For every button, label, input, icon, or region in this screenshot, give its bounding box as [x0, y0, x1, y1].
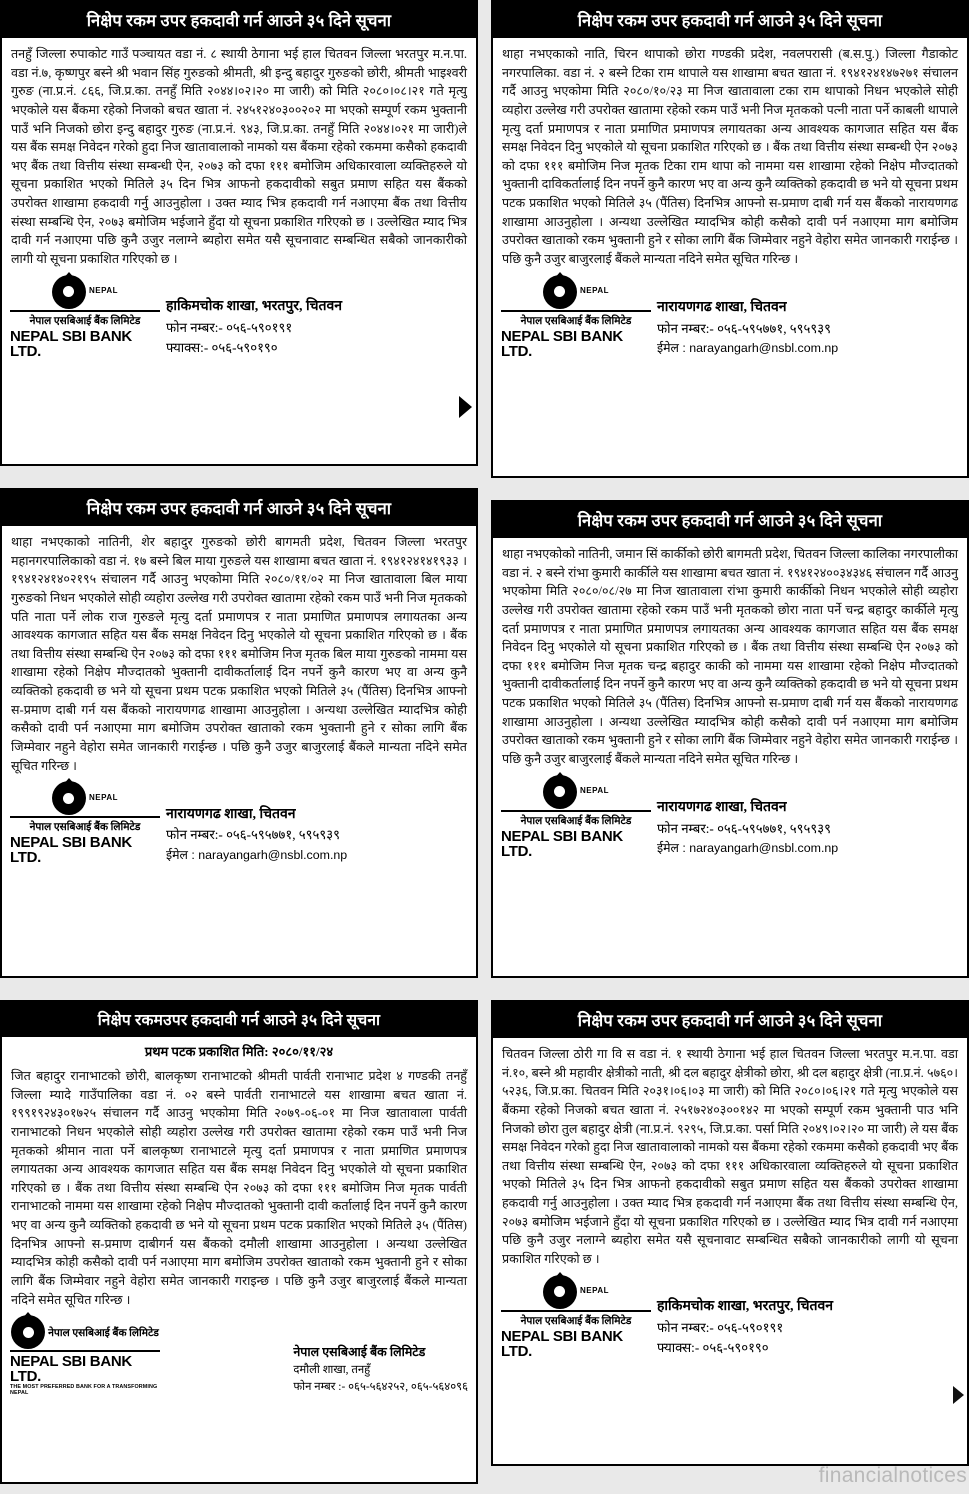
bank-name-en: NEPAL SBI BANK LTD. — [10, 834, 132, 867]
branch-name: हाकिमचोक शाखा, भरतपुर, चितवन — [657, 1298, 834, 1314]
pointer-triangle-icon — [953, 1386, 964, 1404]
notice-card-1 — [0, 0, 478, 466]
bank-emblem-icon — [543, 275, 577, 309]
bank-logo — [10, 1315, 160, 1396]
branch-contact — [657, 297, 957, 358]
branch-phone: फोन नम्बर :- ०६५-५६४२५२, ०६५-५६४०९६ — [293, 1381, 468, 1394]
bank-name-np: नेपाल एसबिआई बैंक लिमिटेड — [520, 315, 632, 327]
bank-logo — [10, 781, 160, 865]
emblem-label: NEPAL — [579, 1286, 610, 1296]
logo-emblem-group — [543, 275, 609, 309]
notice-body: थाहा नभएकोको नातिनी, जमान सिं कार्कीको छोरी बागमती प्रदेश, चितवन जिल्ला कालिका नगरपालीका वडा नं. २ बस्ने रांभा कुमारी कार्कीले यस शाखामा बचत खाता नं. १९४१२४००३४३४६ संचालन गर्दै आउनु भएकोमा मिति २०८०/०८/२७ मा निज खातावाला रांभा कुमारी कार्कीको निधन भएकोले सोही व्यहोरा उल्लेख गरी उपरोक्त खातामा रहेको रकम पाउँ भनी मृतकको छोरा नाता पर्ने चन्द्र बहादुर कार्कीले मृत्यु दर्ता प्रमाणपत्र र नाता प्रमाणित प्रमाणपत्र लगायतका अन्य आवश्यक कागजात सहित यस बैंक समक्ष निवेदन दिनु भएकोले यो सूचना प्रकाशित गरिएको छ । बैंक तथा वित्तीय संस्था सम्बन्धि ऐन २०७३ को दफा १११ बमोजिम निज मृतक चन्द्र बहादुर काकी को नाममा यस शाखामा रहेको निक्षेप मौज्दातको भुक्तानी दावीकर्तालाई दिन नपर्ने कुनै कारण भए वा अन्य कुनै व्यक्तिको हकदावी छ भने यो सूचना प्रथम पटक प्रकाशित भएको मितिले ३५ (पैंतिस) दिनभित्र आफ्नो स-प्रमाण दाबी गर्न यस बैंकको नारायणगढ शाखामा आउनुहोला । अन्यथा उल्लेखित म्यादभित्र कोही कसैको दावी पर्न नआएमा माग बमोजिम उपरोक्त खाताको रकम भुक्तानी हुने र सोका लागि बैंक जिम्मेवार नहुने वेहोरा समेत जानकारी गराईन्छ । पछि कुनै उजुर बाजुरलाई बैंकले मान्यता नदिने समेत सूचित गरिन्छ । — [502, 547, 958, 766]
branch-name: हाकिमचोक शाखा, भरतपुर, चितवन — [166, 298, 343, 314]
bank-emblem-icon — [543, 775, 577, 809]
branch-contact — [657, 1296, 957, 1359]
bank-name-np-right: नेपाल एसबिआई बैंक लिमिटेड — [293, 1345, 426, 1360]
notice-card-6 — [491, 1000, 969, 1466]
notice-card-3 — [0, 488, 478, 978]
pointer-triangle-icon — [459, 396, 472, 418]
emblem-label: NEPAL — [579, 786, 610, 796]
bank-name-np: नेपाल एसबिआई बैंक लिमिटेड — [48, 1327, 159, 1339]
bank-name-en: NEPAL SBI BANK LTD. — [501, 827, 623, 860]
branch-phone: फोन नम्बर:- ०५६-५९५७७१, ५९५९३९ — [166, 827, 340, 843]
branch-email: ईमेल : narayangarh@nsbl.com.np — [166, 847, 348, 862]
right-column — [491, 0, 969, 1476]
notice-footer — [2, 1311, 476, 1404]
notice-body: जित बहादुर रानाभाटको छोरी, बालकृष्ण रानाभाटको श्रीमती पार्वती रानाभाट प्रदेश ४ गण्डकी तनहुँ जिल्ला म्यादे गाउँपालिका वडा नं. ०२ बस्ने पार्वती रानाभाटले यस शाखामा बचत खाता नं. १९९१९२४३०१७२५ संचालन गर्दै आउनु भएकोमा मिति २०७९-०६-०१ मा निज खातावाला पार्वती रानाभाटको निधन भएकोले सोही व्यहोरा उल्लेख गरी उपरोक्त खातामा रहेको रकम पाउँ भनी निज मृतकको श्रीमान नाता पर्ने बालकृष्ण रानाभाटले मृत्यु दर्ता प्रमाणपत्र र नाता प्रमाणित प्रमाणपत्र लगायतका अन्य आवश्यक कागजात सहित यस बैंक समक्ष निवेदन दिनु भएकोले यो सूचना प्रकाशित गरिएको छ । बैंक तथा वित्तीय संस्था सम्बन्धि ऐन २०७३ को दफा १११ बमोजिम निज मृतक पार्वती रानाभाटको नाममा यस शाखामा रहेको निक्षेप मौज्दातको भुक्तानी दावी कर्तालाई दिन नपर्ने कुनै कारण भए वा अन्य कुनै व्यक्तिको हकदावी छ भने यो सूचना प्रथम पटक प्रकाशित भएको मितिले ३५ (पैंतिस) दिनभित्र आफ्नो स-प्रमाण दाबीगर्न यस बैंकको दमौली शाखामा आउनुहोला । अन्यथा उल्लेखित म्यादभित्र कोही कसैको दावी पर्न नआएमा माग बमोजिम उपरोक्त खाताको रकम भुक्तानी हुने र सोका लागि बैंक जिम्मेवार नहुने वेहोरा समेत जानकारी गराइन्छ । पछि कुनै उजुर बाजुरलाई बैंकले मान्यता नदिने समेत सूचित गरिन्छ । — [11, 1069, 467, 1307]
notice-title: निक्षेप रकम उपर हकदावी गर्न आउने ३५ दिने सूचना — [493, 502, 967, 538]
notice-title: निक्षेप रकम उपर हकदावी गर्न आउने ३५ दिने सूचना — [493, 2, 967, 38]
notice-body: थाहा नभएकाको नातिनी, शेर बहादुर गुरुङको छोरी बागमती प्रदेश, चितवन जिल्ला भरतपुर महानगरपालिकाको वडा नं. १७ बस्ने बिल माया गुरुङले यस शाखामा बचत खाता नं. १९४१२४१४१९३३ ।१९४१२४१४०२१९५ संचालन गर्दै आउनु भएकोमा मिति २०८०/११/०२ मा निज खातावाला बिल माया गुरुङको निधन भएकोले सोही व्यहोरा उल्लेख गरी उपरोक्त खातामा रहेको रकम पाउँ भनी निज मृतकको पति नाता पर्ने लोक राज गुरुङले मृत्यु दर्ता प्रमाणपत्र र नाता प्रमाणित प्रमाणपत्र लगायतका अन्य आवश्यक कागजात सहित यस बैंक समक्ष निवेदन दिनु भएकोले यो सूचना प्रकाशित गरिएको छ । बैंक तथा वित्तीय संस्था सम्बन्धि ऐन २०७३ को दफा १११ बमोजिम निज मृतक बिल माया गुरुङको नाममा यस शाखामा रहेको निक्षेप मौज्दातको भुक्तानी दावीकर्तालाई दिन नपर्ने कुनै कारण भए वा अन्य कुनै व्यक्तिको हकदावी छ भने यो सूचना प्रथम पटक प्रकाशित भएको मितिले ३५ (पैंतिस) दिनभित्र आफ्नो स-प्रमाण दाबी गर्न यस बैंकको नारायणगढ शाखामा आउनुहोला । अन्यथा उल्लेखित म्यादभित्र कोही कसैको दावी पर्न नआएमा माग बमोजिम उपरोक्त खाताको रकम भुक्तानी हुने र सोका लागि बैंक जिम्मेवार नहुने वेहोरा समेत जानकारी गराईन्छ । पछि कुनै उजुर बाजुरलाई बैंकले मान्यता नदिने समेत सूचित गरिन्छ । — [11, 535, 467, 773]
emblem-label: NEPAL — [579, 286, 610, 296]
branch-contact — [293, 1343, 468, 1396]
notice-title: निक्षेप रकमउपर हकदावी गर्न आउने ३५ दिने सूचना — [2, 1002, 476, 1037]
notice-footer — [493, 271, 967, 367]
notice-body: थाहा नभएकाको नाति, चिरन थापाको छोरा गण्डकी प्रदेश, नवलपरासी (ब.स.पु.) जिल्ला गैडाकोट नगरपालिका. वडा नं. २ बस्ने टिका राम थापाले यस शाखामा बचत खाता नं. १९४१२४१४७२७१ संचालन गर्दै आउनु भएकोमा मिति २०८०/१०/२३ मा निज खातावाला टका राम थापाको निधन भएकोले सोही व्यहोरा उल्लेख गरी उपरोक्त खातामा रहेको रकम पाउँ भनी निज मृतकको पत्नी नाता पर्ने काबली थापाले मृत्यु दर्ता प्रमाणपत्र र नाता प्रमाणित प्रमाणपत्र लगायतका अन्य आवश्यक कागजात सहित यस बैंक समक्ष निवेदन दिनु भएकोले यो सूचना प्रकाशित गरिएको छ । बैंक तथा वित्तीय संस्था सम्बन्धी ऐन २०७३ को दफा १११ बमोजिम निज मृतक टिका राम थापा को नाममा यस शाखामा रहेको निक्षेप मौज्दातको भुक्तानी दाविकर्तालाई दिन नपर्ने कुनै कारण भए वा अन्य कुनै व्यक्तिको हकदावी छ भने यो सूचना प्रथम पटक प्रकाशित भएको मितिले ३५ (पैंतिस) दिनभित्र आफ्नो स-प्रमाण दाबी गर्न यस बैंकको नारायणगढ शाखामा आउनुहोला । अन्यथा उल्लेखित म्यादभित्र कोही कसैको दावी पर्न नआएमा माग बमोजिम उपरोक्त खाताको रकम भुक्तानी हुने र सोका लागि बैंक जिम्मेवार नहुने वेहोरा समेत जानकारी गराईन्छ । पछि कुनै उजुर बाजुरलाई बैंकले मान्यता नदिने समेत सूचित गरिन्छ । — [502, 47, 958, 266]
branch-contact — [166, 804, 466, 865]
notice-title: निक्षेप रकम उपर हकदावी गर्न आउने ३५ दिने सूचना — [2, 490, 476, 526]
bank-emblem-icon — [52, 781, 86, 815]
bank-name-en: NEPAL SBI BANK LTD. — [501, 1327, 623, 1360]
bank-name-en: NEPAL SBI BANK LTD. — [10, 1353, 132, 1386]
bank-name-en: NEPAL SBI BANK LTD. — [10, 327, 132, 360]
branch-phone: फोन नम्बर:- ०५६-५९५७७१, ५९५९३९ — [657, 320, 831, 336]
branch-phone: फोन नम्बर:- ०५६-५९०१९१ — [166, 319, 293, 335]
logo-emblem-group — [543, 775, 609, 809]
bank-emblem-icon — [52, 275, 86, 309]
notice-title: निक्षेप रकम उपर हकदावी गर्न आउने ३५ दिने सूचना — [493, 1002, 967, 1038]
branch-email: ईमेल : narayangarh@nsbl.com.np — [657, 341, 839, 356]
notice-body: तनहुँ जिल्ला रुपाकोट गाउँ पञ्चायत वडा नं. ८ स्थायी ठेगाना भई हाल चितवन जिल्ला भरतपुर म.न.पा. वडा नं.७, कृष्णपुर बस्ने श्री भवान सिंह गुरुङको श्रीमती, श्री इन्दु बहादुर गुरुङको छोरी, श्रीमती भाइश्वरी गुरुङ (ना.प्र.नं. ८६६, जि.प्र.का. तनहुँ मिति २०४४।०२।२० मा जारी) को मिति २०८०।०८।२१ गते मृत्यु भएकोले यस बैंकमा रहेको निजको बचत खाता नं. २४५१२४०३००२०२ मा भएको सम्पूर्ण रकम भुक्तानी पाउँ भनि निजको छोरा इन्दु बहादुर गुरुङ (ना.प्र.नं. ९४३, जि.प्र.का. तनहुँ मिति २०४४।०२१ मा जारी)ले यस बैंक समक्ष निवेदन गरेको हुदा निज खातावालाको नामको यस बैंकमा रहेको रकममा कसैको हकदावी भए बैंक तथा वित्तीय संस्था सम्बन्धी ऐन, २०७३ को दफा १११ बमोजिम अधिकारवाला व्यक्तिहरुले यो सूचना प्रकाशित भएको मितिले ३५ दिन भित्र आफनो हकदावीको सबुत प्रमाण सहित यस बैंकको उपरोक्त शाखामा हकदावी गर्नु आउनुहोला । उक्त म्याद भित्र हकदावी गर्न नआएमा बैंक तथा वित्तीय संस्था सम्बन्धि ऐन, २०७३ बमोजिम भईजाने हुँदा यो सूचना प्रकाशित गरिएको छ । उल्लेखित म्याद भित्र दावी गर्न नआएमा पछि कुनै उजुर नलाग्ने ब्यहोरा समेत यसै सूचनावाट सम्बन्धित सबैको जानकारीको लागी यो सूचना प्रकाशित गरिएको छ । — [11, 47, 467, 266]
notice-card-4 — [491, 500, 969, 978]
notice-card-2 — [491, 0, 969, 478]
publication-date: प्रथम पटक प्रकाशित मिति: २०८०/११/२४ — [144, 1044, 334, 1059]
emblem-label: NEPAL — [88, 792, 119, 802]
bank-name-np: नेपाल एसबिआई बैंक लिमिटेड — [29, 822, 141, 834]
branch-fax: फ्याक्स:- ०५६-५९०१९० — [166, 340, 278, 356]
branch-name: दमौली शाखा, तनहुँ — [293, 1363, 371, 1376]
branch-phone: फोन नम्बर:- ०५६-५९५७७१, ५९५९३९ — [657, 820, 831, 836]
branch-email: ईमेल : narayangarh@nsbl.com.np — [657, 841, 839, 856]
notice-card-5 — [0, 1000, 478, 1484]
bank-name-np: नेपाल एसबिआई बैंक लिमिटेड — [520, 815, 632, 827]
logo-emblem-group — [52, 781, 118, 815]
notice-title: निक्षेप रकम उपर हकदावी गर्न आउने ३५ दिने सूचना — [2, 2, 476, 38]
notice-footer — [493, 771, 967, 867]
notice-footer — [2, 271, 476, 367]
bank-tagline: THE MOST PREFERRED BANK FOR A TRANSFORMING NEPAL — [10, 1384, 158, 1397]
left-column — [0, 0, 478, 1494]
branch-contact — [166, 296, 466, 359]
bank-logo — [501, 775, 651, 859]
branch-name: नारायणगढ शाखा, चितवन — [657, 800, 787, 816]
bank-logo — [501, 275, 651, 359]
bank-emblem-icon — [543, 1275, 577, 1309]
branch-name: नारायणगढ शाखा, चितवन — [166, 806, 296, 822]
branch-name: नारायणगढ शाखा, चितवन — [657, 300, 787, 316]
bank-emblem-icon — [11, 1315, 45, 1349]
logo-emblem-group — [11, 1315, 159, 1349]
bank-name-np: नेपाल एसबिआई बैंक लिमिटेड — [29, 315, 141, 327]
bank-name-np: नेपाल एसबिआई बैंक लिमिटेड — [520, 1315, 632, 1327]
bank-logo — [10, 275, 160, 359]
logo-emblem-group — [543, 1275, 609, 1309]
branch-contact — [657, 797, 957, 858]
notice-footer — [493, 1271, 967, 1367]
bank-name-en: NEPAL SBI BANK LTD. — [501, 327, 623, 360]
logo-emblem-group — [52, 275, 118, 309]
branch-fax: फ्याक्स:- ०५६-५९०१९० — [657, 1340, 769, 1356]
bank-logo — [501, 1275, 651, 1359]
watermark: financialnotices — [818, 1464, 967, 1487]
notice-footer — [2, 777, 476, 873]
notice-body: चितवन जिल्ला ठोरी गा वि स वडा नं. १ स्थायी ठेगाना भई हाल चितवन जिल्ला भरतपुर म.न.पा. वडा नं.१०, बस्ने श्री महावीर क्षेत्रीको नाती, श्री दल बहादुर क्षेत्रीको छोरा, श्री दल बहादुर क्षेत्री (ना.प्र.नं. ५७६०।५२३६, जि.प्र.का. चितवन मिति २०३१।०६।०३ मा जारी) को मिति २०८०।०६।२१ गते मृत्यु भएकोले यस बैंकमा रहेको निजको बचत खाता नं. २५१७२४०३००१४२ मा भएको सम्पूर्ण रकम भुक्तानी पाउ भनि निजको छोरा तुल बहादुर क्षेत्री (ना.प्र.नं. ९२९५, जि.प्र.का. पर्सा मिति २०४९।०२।२० मा जारी) ले यस बैंक समक्ष निवेदन गरेको हुदा निज खातावालाको नामको यस बैंकमा रहेको रकममा कसैको हकदावी भए बैंक तथा वित्तीय संस्था सम्बन्धि ऐन, २०७३ को दफा १११ अधिकारवाला व्यक्तिहरुले यो सूचना प्रकाशित भएको मितिले ३५ दिन भित्र आफनो हकदावीको सबुत प्रमाण सहित यस बैंकको उपरोक्त शाखामा हकदावी गर्नु आउनुहोला । उक्त म्याद भित्र हकदावी गर्न नआएमा बैंक तथा वित्तीय संस्था सम्बन्धि ऐन, २०७३ बमोजिम भईजाने हुँदा यो सूचना प्रकाशित गरिएको छ । उल्लेखित म्याद भित्र दावी गर्न नआएमा पछि कुनै उजुर नलाग्ने ब्यहोरा समेत यसै सूचनावाट सम्बन्धित सबैको जानकारीको लागी यो सूचना प्रकाशित गरिएको छ । — [502, 1047, 958, 1266]
emblem-label: NEPAL — [88, 286, 119, 296]
branch-phone: फोन नम्बर:- ०५६-५९०१९१ — [657, 1319, 784, 1335]
